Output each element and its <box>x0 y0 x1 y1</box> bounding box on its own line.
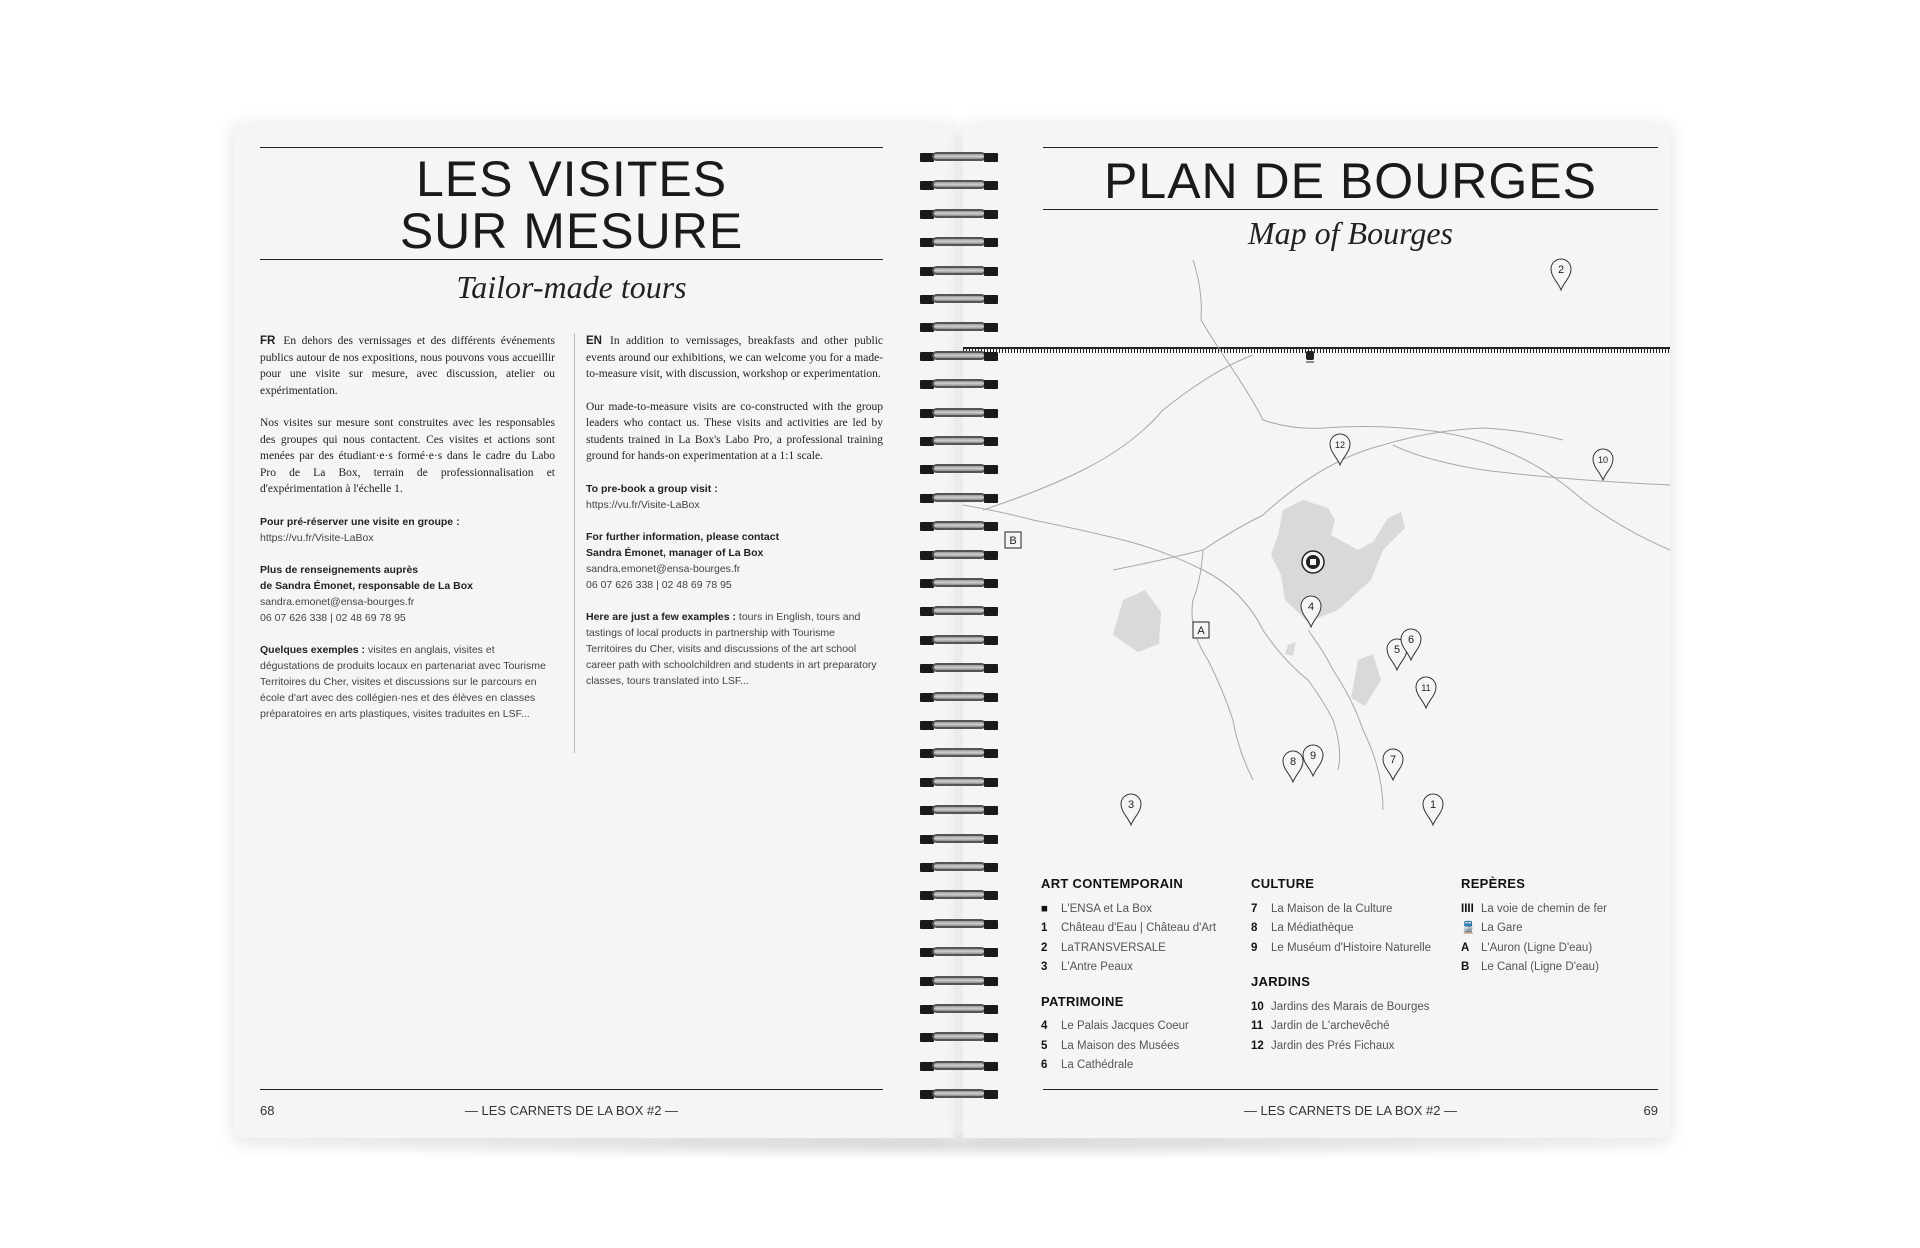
bottom-rule <box>1043 1089 1658 1090</box>
legend-label: Le Muséum d'Histoire Naturelle <box>1271 941 1432 954</box>
column-divider <box>574 333 575 753</box>
legend-label: Jardin de L'archevêché <box>1271 1020 1390 1032</box>
legend-row <box>1251 1037 1456 1057</box>
legend-key: 8 <box>1251 922 1258 934</box>
en-paragraph-1 <box>586 333 883 383</box>
map-pin-label: 1 <box>1429 799 1437 811</box>
legend-row <box>1461 958 1661 978</box>
spiral-ring <box>920 320 998 334</box>
en-info-label-1: For further information, please contact <box>586 530 780 543</box>
spiral-ring <box>920 1087 998 1101</box>
legend-label: La Médiathèque <box>1271 922 1354 934</box>
legend-label: La Maison de la Culture <box>1271 902 1393 915</box>
legend-label: Jardin des Prés Fichaux <box>1271 1039 1395 1052</box>
map-pin-4[interactable] <box>1301 596 1321 627</box>
title-rule <box>1043 209 1658 210</box>
map-pin-label: 6 <box>1407 634 1415 646</box>
map-pin-label: 11 <box>1421 683 1431 693</box>
fr-paragraph-2: Nos visites sur mesure sont construites avec les responsables des groupes qui nous contactent. Ces visites et actions sont menées par des étudiant·e·s formé·e·s dans le cadre du Labo Pro de La Box, terrain de professionnalisation et d'expérimentation à l'échelle 1. <box>260 417 555 495</box>
legend-row <box>1461 939 1661 959</box>
city-center-shape <box>1271 500 1405 622</box>
legend-label: La voie de chemin de fer <box>1481 902 1607 915</box>
legend-label: Le Canal (Ligne D'eau) <box>1481 961 1599 973</box>
legend-key: 2 <box>1041 941 1048 954</box>
train-station-icon <box>1306 351 1314 362</box>
spiral-ring <box>920 292 998 306</box>
railway-line <box>963 348 1670 351</box>
ensa-marker[interactable] <box>1302 551 1324 573</box>
marker-b[interactable] <box>1005 532 1021 548</box>
small-shape <box>1285 642 1296 656</box>
legend-label: L'Auron (Ligne D'eau) <box>1481 941 1593 954</box>
en-contact <box>586 529 883 593</box>
legend-row <box>1041 900 1241 920</box>
bourges-map <box>963 250 1670 850</box>
legend-key: 11 <box>1251 1020 1264 1032</box>
fr-email[interactable]: sandra.emonet@ensa-bourges.fr <box>260 595 415 608</box>
legend-row <box>1041 919 1241 939</box>
spiral-ring <box>920 1002 998 1016</box>
map-pin-label: 5 <box>1393 644 1401 656</box>
legend-key: 10 <box>1251 1000 1264 1013</box>
map-pin-9[interactable] <box>1303 745 1323 776</box>
en-lang-tag: EN <box>586 335 602 347</box>
spiral-ring <box>920 462 998 476</box>
spiral-ring <box>920 548 998 562</box>
spiral-ring <box>920 434 998 448</box>
svg-text:B: B <box>1009 535 1017 547</box>
map-pin-label: 9 <box>1309 750 1317 762</box>
en-phones: 06 07 626 338 | 02 48 69 78 95 <box>586 578 732 591</box>
spiral-ring <box>920 349 998 363</box>
legend-key: B <box>1461 961 1470 973</box>
map-pin-label: 3 <box>1127 799 1135 811</box>
map-pin-10[interactable] <box>1593 449 1613 480</box>
legend-art-heading: ART CONTEMPORAIN <box>1041 876 1184 891</box>
legend-reperes-heading: REPÈRES <box>1461 876 1526 891</box>
fr-examples-label: Quelques exemples : <box>260 643 366 656</box>
en-paragraph-2: Our made-to-measure visits are co-constructed with the group leaders who contact us. These visits and activities are led by students trained in La Box's Labo Pro, a professional training ground for hands-on experimentation at a 1:1 scale. <box>586 400 883 462</box>
spiral-ring <box>920 576 998 590</box>
fr-contact <box>260 562 555 626</box>
fr-paragraph-1 <box>260 333 555 399</box>
en-prebook-label: To pre-book a group visit : <box>586 482 718 495</box>
spiral-ring <box>920 746 998 760</box>
en-examples <box>586 609 883 689</box>
legend-key: ■ <box>1041 902 1048 915</box>
spiral-ring <box>920 860 998 874</box>
fr-info-label-2: de Sandra Émonet, responsable de La Box <box>260 579 473 592</box>
legend-row <box>1041 958 1241 978</box>
spiral-ring <box>920 150 998 164</box>
page-footer: — LES CARNETS DE LA BOX #2 — <box>464 1103 679 1118</box>
title-line-1: LES VISITES <box>415 151 728 207</box>
fr-prebook-link[interactable]: https://vu.fr/Visite-LaBox <box>260 531 374 544</box>
spiral-ring <box>920 1030 998 1044</box>
spiral-ring <box>920 633 998 647</box>
spiral-ring <box>920 491 998 505</box>
spiral-ring <box>920 604 998 618</box>
legend-key: 7 <box>1251 902 1258 915</box>
french-column <box>260 333 555 738</box>
legend-row <box>1251 939 1456 959</box>
legend-row <box>1041 1037 1241 1057</box>
left-page <box>234 123 954 1138</box>
page-number: 69 <box>1643 1103 1658 1118</box>
legend-row <box>1251 900 1456 920</box>
en-examples-text: tours in English, tours and tastings of local products in partnership with Tourisme Territoires du Cher, visits and discussions of the art school career path with schoolchildren and students in art preparatory classes, tours translated into LSF... <box>586 610 877 687</box>
spiral-ring <box>920 917 998 931</box>
legend-key: 5 <box>1041 1039 1048 1052</box>
page-footer: — LES CARNETS DE LA BOX #2 — <box>1243 1103 1458 1118</box>
spiral-ring <box>920 690 998 704</box>
en-email[interactable]: sandra.emonet@ensa-bourges.fr <box>586 562 741 575</box>
map-pin-label: 8 <box>1289 756 1297 768</box>
legend-patrimoine-heading: PATRIMOINE <box>1041 993 1124 1009</box>
map-pin-2[interactable] <box>1551 259 1571 290</box>
west-district-shape <box>1113 590 1161 652</box>
en-examples-label: Here are just a few examples : <box>586 610 736 623</box>
spiral-ring <box>920 888 998 902</box>
map-pin-8[interactable] <box>1283 751 1303 782</box>
marker-a[interactable] <box>1193 622 1209 638</box>
spiral-ring <box>920 718 998 732</box>
page-subtitle: Tailor-made tours <box>456 269 687 305</box>
spiral-ring <box>920 1059 998 1073</box>
fr-examples-text: visites en anglais, visites et dégustations de produits locaux en partenariat avec Tourisme Territoires du Cher, visites et discussions sur le parcours en école d'art avec des collégien·nes et des élèves en classes préparatoires en arts plastiques, visites traduites en LSF... <box>260 643 546 720</box>
legend-culture <box>1251 874 1456 1056</box>
map-pin-label: 2 <box>1557 264 1565 276</box>
legend-label: Le Palais Jacques Coeur <box>1061 1020 1189 1032</box>
spiral-ring <box>920 803 998 817</box>
spiral-ring <box>920 974 998 988</box>
fr-prebook-label: Pour pré-réserver une visite en groupe : <box>260 515 460 528</box>
legend-key: 4 <box>1041 1020 1048 1032</box>
fr-prebook <box>260 514 555 546</box>
legend-key: 1 <box>1041 922 1048 934</box>
legend-label: La Maison des Musées <box>1061 1039 1180 1052</box>
fr-examples <box>260 642 555 722</box>
page-title: PLAN DE BOURGES <box>1104 153 1597 209</box>
legend-label: Château d'Eau | Château d'Art <box>1061 922 1217 934</box>
legend-key: 6 <box>1041 1059 1048 1071</box>
map-pin-1[interactable] <box>1423 794 1443 825</box>
legend-key: 12 <box>1251 1039 1264 1052</box>
bottom-rule <box>260 1089 883 1090</box>
fr-phones: 06 07 626 338 | 02 48 69 78 95 <box>260 611 406 624</box>
spiral-ring <box>920 264 998 278</box>
spiral-ring <box>920 178 998 192</box>
map-pin-label: 10 <box>1597 455 1609 465</box>
fr-lang-tag: FR <box>260 335 276 347</box>
spiral-ring <box>920 661 998 675</box>
en-prebook-link[interactable]: https://vu.fr/Visite-LaBox <box>586 498 700 511</box>
page-subtitle: Map of Bourges <box>1247 215 1453 251</box>
legend-art <box>1041 874 1241 1076</box>
legend-key: 9 <box>1251 941 1258 954</box>
legend-row <box>1251 919 1456 939</box>
title-line-2: SUR MESURE <box>399 203 744 259</box>
spiral-ring <box>920 377 998 391</box>
legend-row <box>1251 1017 1456 1037</box>
legend-jardins-heading: JARDINS <box>1251 974 1311 989</box>
railway-icon: IIII <box>1461 902 1474 915</box>
legend-label: LaTRANSVERSALE <box>1061 941 1166 954</box>
map-pin-label: 4 <box>1307 601 1315 613</box>
map-pin-label: 7 <box>1389 754 1397 766</box>
map-pin-12[interactable] <box>1330 434 1350 465</box>
fr-p1-text: En dehors des vernissages et des différents événements publics autour de nos expositions, nous pouvons vous accueillir pour une visite sur mesure, avec discussion, atelier ou expérimentation. <box>260 335 555 397</box>
spiral-ring <box>920 207 998 221</box>
top-rule <box>260 147 883 148</box>
legend-row <box>1251 998 1456 1018</box>
legend-label: La Cathédrale <box>1061 1059 1134 1071</box>
legend-reperes <box>1461 874 1661 978</box>
top-rule <box>1043 147 1658 148</box>
en-prebook <box>586 481 883 513</box>
legend-key: 3 <box>1041 961 1048 973</box>
page-number: 68 <box>260 1103 275 1118</box>
legend-label: La Gare <box>1481 922 1523 934</box>
legend-label: L'ENSA et La Box <box>1061 902 1153 915</box>
spiral-ring <box>920 406 998 420</box>
legend-key: A <box>1461 941 1470 954</box>
map-pin-11[interactable] <box>1416 677 1436 708</box>
spiral-ring <box>920 832 998 846</box>
legend-row <box>1461 900 1661 920</box>
legend-label: Jardins des Marais de Bourges <box>1271 1000 1430 1013</box>
en-p1-text: In addition to vernissages, breakfasts and other public events around our exhibitions, we can welcome you for a made-to-measure visit, with discussion, workshop or experimentation. <box>586 335 883 380</box>
map-pin-7[interactable] <box>1383 749 1403 780</box>
map-pin-3[interactable] <box>1121 794 1141 825</box>
en-info-label-2: Sandra Émonet, manager of La Box <box>586 546 764 559</box>
legend-label: L'Antre Peaux <box>1061 961 1133 973</box>
legend-row <box>1041 1056 1241 1076</box>
spiral-ring <box>920 235 998 249</box>
legend-row <box>1461 919 1661 939</box>
legend-row <box>1041 1017 1241 1037</box>
legend-row <box>1041 939 1241 959</box>
title-rule <box>260 259 883 260</box>
spiral-ring <box>920 775 998 789</box>
english-column <box>586 333 883 705</box>
spiral-binding <box>920 150 998 1110</box>
legend-culture-heading: CULTURE <box>1251 876 1315 891</box>
train-icon: 🚆 <box>1461 922 1476 934</box>
spiral-ring <box>920 945 998 959</box>
map-pin-label: 12 <box>1334 440 1346 450</box>
fr-info-label-1: Plus de renseignements auprès <box>260 563 419 576</box>
south-district-shape <box>1351 654 1381 706</box>
spiral-ring <box>920 519 998 533</box>
svg-text:A: A <box>1197 625 1205 637</box>
page-title <box>260 153 883 257</box>
